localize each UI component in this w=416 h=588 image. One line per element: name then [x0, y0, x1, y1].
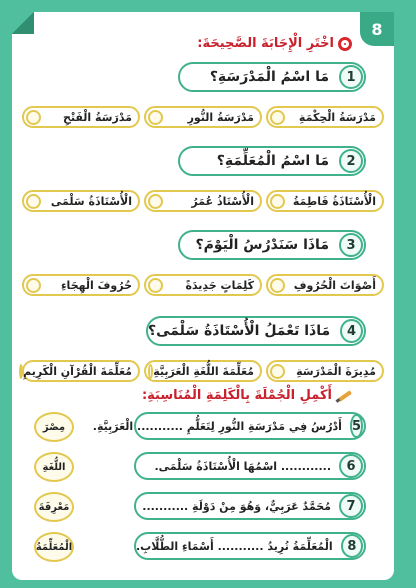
- answer-circle[interactable]: [148, 278, 163, 293]
- q1-option-1[interactable]: مَدْرَسَةُ الْحِكْمَةِ: [266, 106, 384, 128]
- word-bank-item[interactable]: مَعْرِفَةَ: [34, 492, 74, 522]
- sentence-6: [134, 452, 366, 480]
- word-bank-item[interactable]: اللُّغَةِ: [34, 452, 74, 482]
- answer-circle[interactable]: [26, 278, 41, 293]
- word-bank-item[interactable]: مِصْرَ: [34, 412, 74, 442]
- q2-option-1[interactable]: الْأُسْتَاذَةُ فَاطِمَةُ: [266, 190, 384, 212]
- page-number: 8: [360, 12, 394, 46]
- q2-option-3[interactable]: الْأُسْتَاذَةُ سَلْمَى: [22, 190, 140, 212]
- question-1: [178, 62, 366, 92]
- page-fold: [12, 12, 34, 34]
- q1-option-3[interactable]: مَدْرَسَةُ الْفَتْحِ: [22, 106, 140, 128]
- target-icon: [338, 37, 352, 51]
- pencil-icon: [336, 389, 352, 403]
- instruction-choose-text: اخْتَرِ الْإِجَابَةَ الصَّحِيحَةَ:: [197, 36, 334, 51]
- answer-circle[interactable]: [148, 194, 163, 209]
- question-text: مَاذَا تَعْمَلُ الْأُسْتَاذَةُ سَلْمَى؟: [148, 323, 331, 339]
- sentence-text[interactable]: أَدْرُسُ فِي مَدْرَسَةِ النُّورِ لِتَعَلُّمِ ........... الْعَرَبِيَّةِ.: [92, 419, 342, 433]
- question-4: [146, 316, 366, 346]
- sentence-5: [92, 412, 366, 440]
- question-2: [178, 146, 366, 176]
- sentence-number: 8: [341, 534, 363, 558]
- q4-option-2[interactable]: مُعَلِّمَةَ اللُّغَةِ الْعَرَبِيَّةِ: [144, 360, 262, 382]
- instruction-complete-text: أَكْمِلِ الْجُمْلَةَ بِالْكَلِمَةِ الْمُنَاسِبَةِ:: [141, 388, 332, 403]
- sentence-number: 5: [350, 414, 363, 438]
- q4-option-1[interactable]: مُدِيرَةَ الْمَدْرَسَةِ: [266, 360, 384, 382]
- answer-circle[interactable]: [148, 110, 163, 125]
- question-3: [178, 230, 366, 260]
- sentence-text[interactable]: مُحَمَّدٌ عَرَبِيٌّ، وَهُوَ مِنْ دَوْلَةِ ...........: [142, 499, 331, 513]
- answer-circle[interactable]: [270, 194, 285, 209]
- q4-option-3[interactable]: مُعَلِّمَةَ الْقُرْآنِ الْكَرِيمِ: [22, 360, 140, 382]
- q2-option-2[interactable]: الْأُسْتَاذُ عُمَرُ: [144, 190, 262, 212]
- answer-circle[interactable]: [148, 364, 153, 379]
- question-text: مَا اسْمُ الْمُعَلِّمَةِ؟: [216, 153, 329, 169]
- question-text: مَاذَا سَنَدْرُسُ الْيَوْمَ؟: [195, 237, 329, 253]
- question-number: 1: [339, 65, 363, 89]
- question-number: 2: [339, 149, 363, 173]
- q3-option-2[interactable]: كَلِمَاتٍ جَدِيدَةً: [144, 274, 262, 296]
- sentence-8: [134, 532, 366, 560]
- sentence-number: 6: [339, 454, 363, 478]
- worksheet-sheet: [12, 12, 394, 580]
- answer-circle[interactable]: [270, 278, 285, 293]
- instruction-choose: [197, 36, 352, 51]
- answer-circle[interactable]: [270, 364, 285, 379]
- answer-circle[interactable]: [26, 194, 41, 209]
- sentence-7: [134, 492, 366, 520]
- sentence-number: 7: [339, 494, 363, 518]
- answer-circle[interactable]: [26, 110, 41, 125]
- question-number: 3: [339, 233, 363, 257]
- q3-option-3[interactable]: حُرُوفَ الْهِجَاءِ: [22, 274, 140, 296]
- answer-circle[interactable]: [270, 110, 285, 125]
- instruction-complete: [142, 388, 352, 403]
- q1-option-2[interactable]: مَدْرَسَةُ النُّورِ: [144, 106, 262, 128]
- q3-option-1[interactable]: أَصْوَاتَ الْحُرُوفِ: [266, 274, 384, 296]
- question-text: مَا اسْمُ الْمَدْرَسَةِ؟: [209, 69, 329, 85]
- answer-circle[interactable]: [19, 364, 23, 379]
- sentence-text[interactable]: ............ اسْمُهَا الْأُسْتَاذَةُ سَلْمَى.: [154, 459, 331, 473]
- sentence-text[interactable]: الْمُعَلِّمَةُ تُرِيدُ ........... أَسْمَاءِ الطُّلَّابِ.: [136, 539, 333, 553]
- word-bank-item[interactable]: الْمُعَلِّمَةُ: [34, 532, 74, 562]
- question-number: 4: [340, 319, 363, 343]
